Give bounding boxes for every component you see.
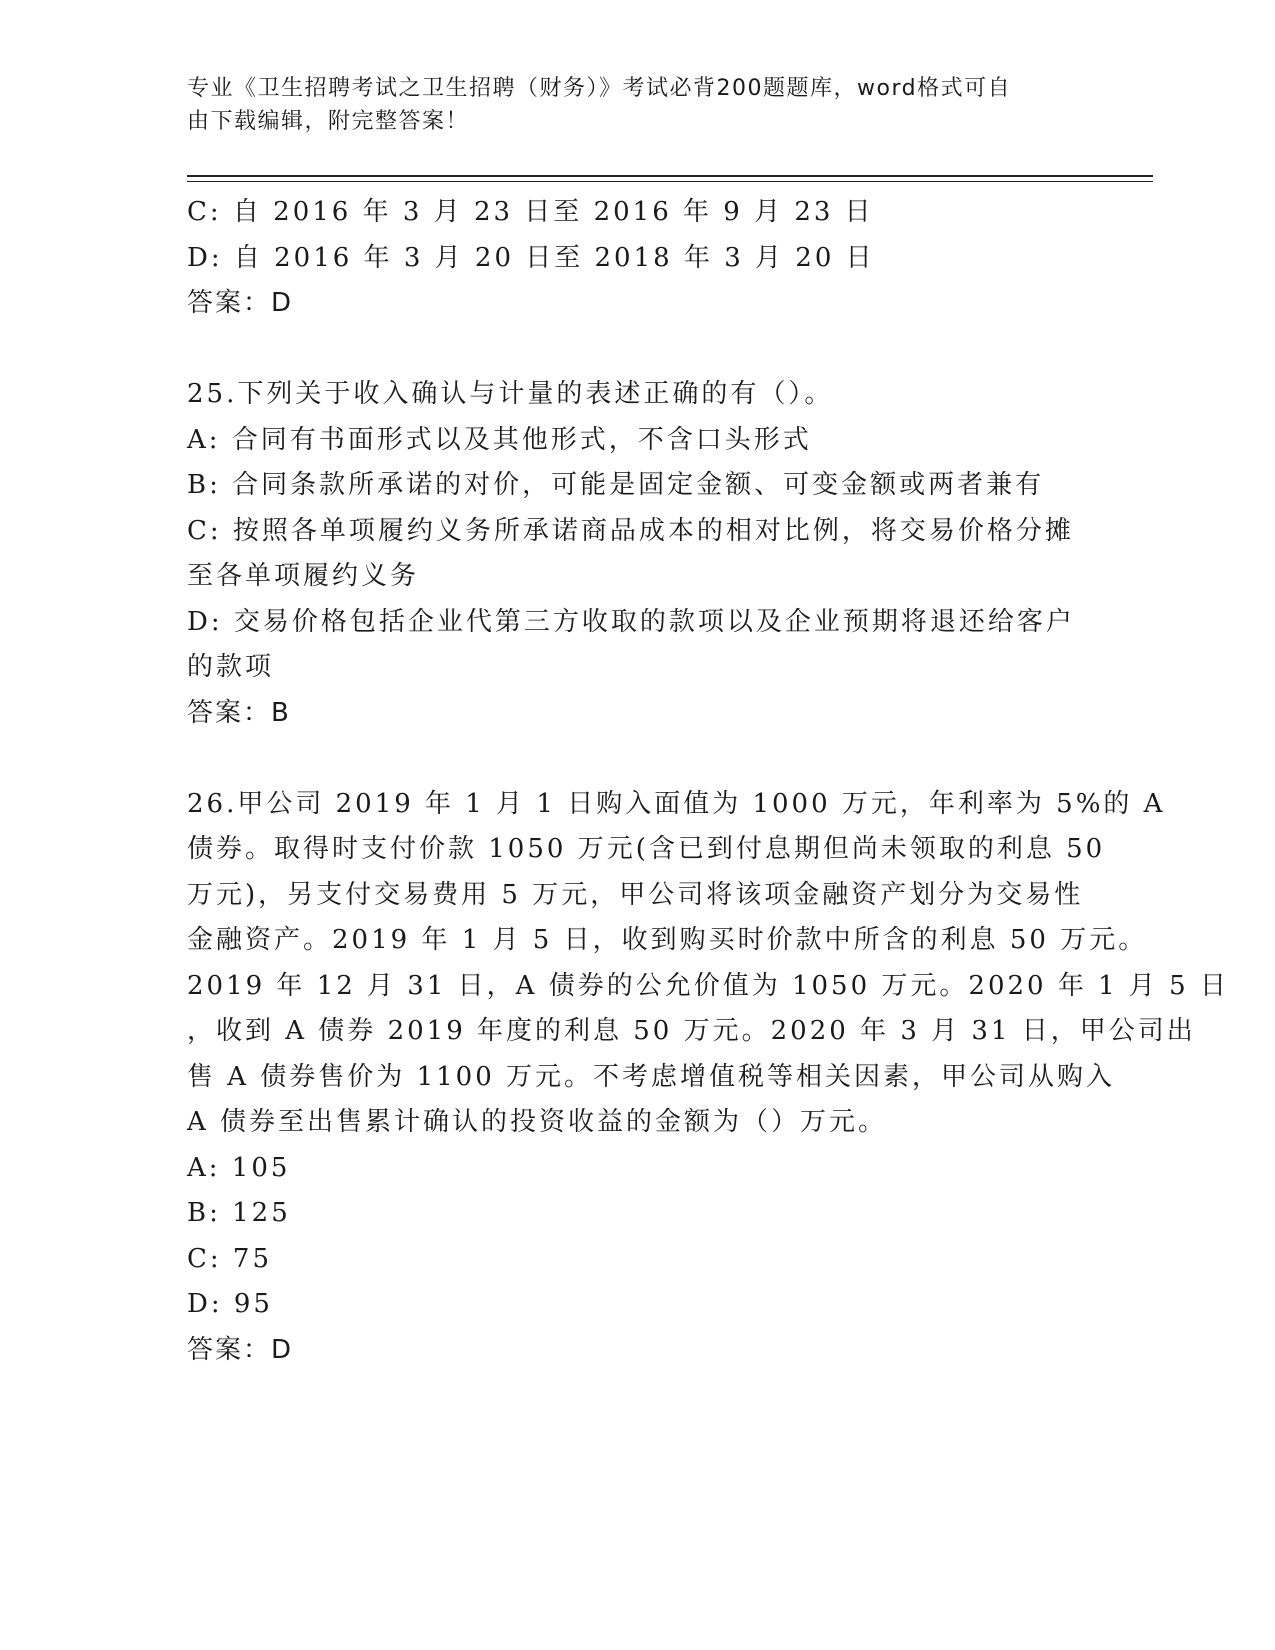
prev-question-option-d: D: 自 2016 年 3 月 20 日至 2018 年 3 月 20 日 <box>187 242 875 273</box>
q26-option-a: A: 105 <box>187 1152 291 1183</box>
prev-question-option-c: C: 自 2016 年 3 月 23 日至 2016 年 9 月 23 日 <box>187 197 874 227</box>
q26-stem-line-3: 万元)，另支付交易费用 5 万元，甲公司将该项金融资产划分为交易性 <box>187 879 1084 910</box>
q26-option-b: B: 125 <box>187 1198 291 1228</box>
q26-stem-line-2: 债券。取得时支付价款 1050 万元(含已到付息期但尚未领取的利息 50 <box>187 834 1106 864</box>
q26-stem-line-8: A 债券至出售累计确认的投资收益的金额为（）万元。 <box>187 1107 888 1137</box>
spacer <box>187 327 1087 373</box>
header-line-2: 由下载编辑，附完整答案！ <box>187 109 470 134</box>
q25-option-c-line-1: C: 按照各单项履约义务所承诺商品成本的相对比例，将交易价格分摊 <box>187 515 1074 546</box>
q25-option-b: B: 合同条款所承诺的对价，可能是固定金额、可变金额或两者兼有 <box>187 470 1045 500</box>
document-header <box>187 72 1067 138</box>
q26-stem-line-4: 金融资产。2019 年 1 月 5 日，收到购买时价款中所含的利息 50 万元。 <box>187 925 1148 955</box>
q25-answer: 答案：B <box>187 697 291 728</box>
q26-stem-line-1: 26.甲公司 2019 年 1 月 1 日购入面值为 1000 万元，年利率为 5%的 A <box>187 788 1166 819</box>
q26-stem-line-6: ，收到 A 债券 2019 年度的利息 50 万元。2020 年 3 月 31 日，甲公司出 <box>187 1016 1196 1046</box>
q26-answer: 答案：D <box>187 1334 294 1365</box>
q26-stem-line-5: 2019 年 12 月 31 日，A 债券的公允价值为 1050 万元。2020 年 1 月 5 日 <box>187 970 1229 1001</box>
q26-option-c: C: 75 <box>187 1243 273 1274</box>
q26-option-d: D: 95 <box>187 1289 273 1319</box>
document-body <box>187 190 1229 1373</box>
q25-stem: 25.下列关于收入确认与计量的表述正确的有（）。 <box>187 379 834 409</box>
spacer <box>187 736 1087 782</box>
prev-question-answer: 答案：D <box>187 288 294 318</box>
header-divider-thick <box>187 175 1153 177</box>
header-line-1: 专业《卫生招聘考试之卫生招聘（财务）》考试必背200题题库，word格式可自 <box>187 76 1012 101</box>
q25-option-d-line-2: 的款项 <box>187 652 275 682</box>
q25-option-a: A: 合同有书面形式以及其他形式，不含口头形式 <box>187 424 812 455</box>
header-divider-thin <box>187 181 1153 182</box>
q25-option-c-line-2: 至各单项履约义务 <box>187 561 420 591</box>
q26-stem-line-7: 售 A 债券售价为 1100 万元。不考虑增值税等相关因素，甲公司从购入 <box>187 1061 1116 1092</box>
q25-option-d-line-1: D: 交易价格包括企业代第三方收取的款项以及企业预期将退还给客户 <box>187 606 1075 637</box>
